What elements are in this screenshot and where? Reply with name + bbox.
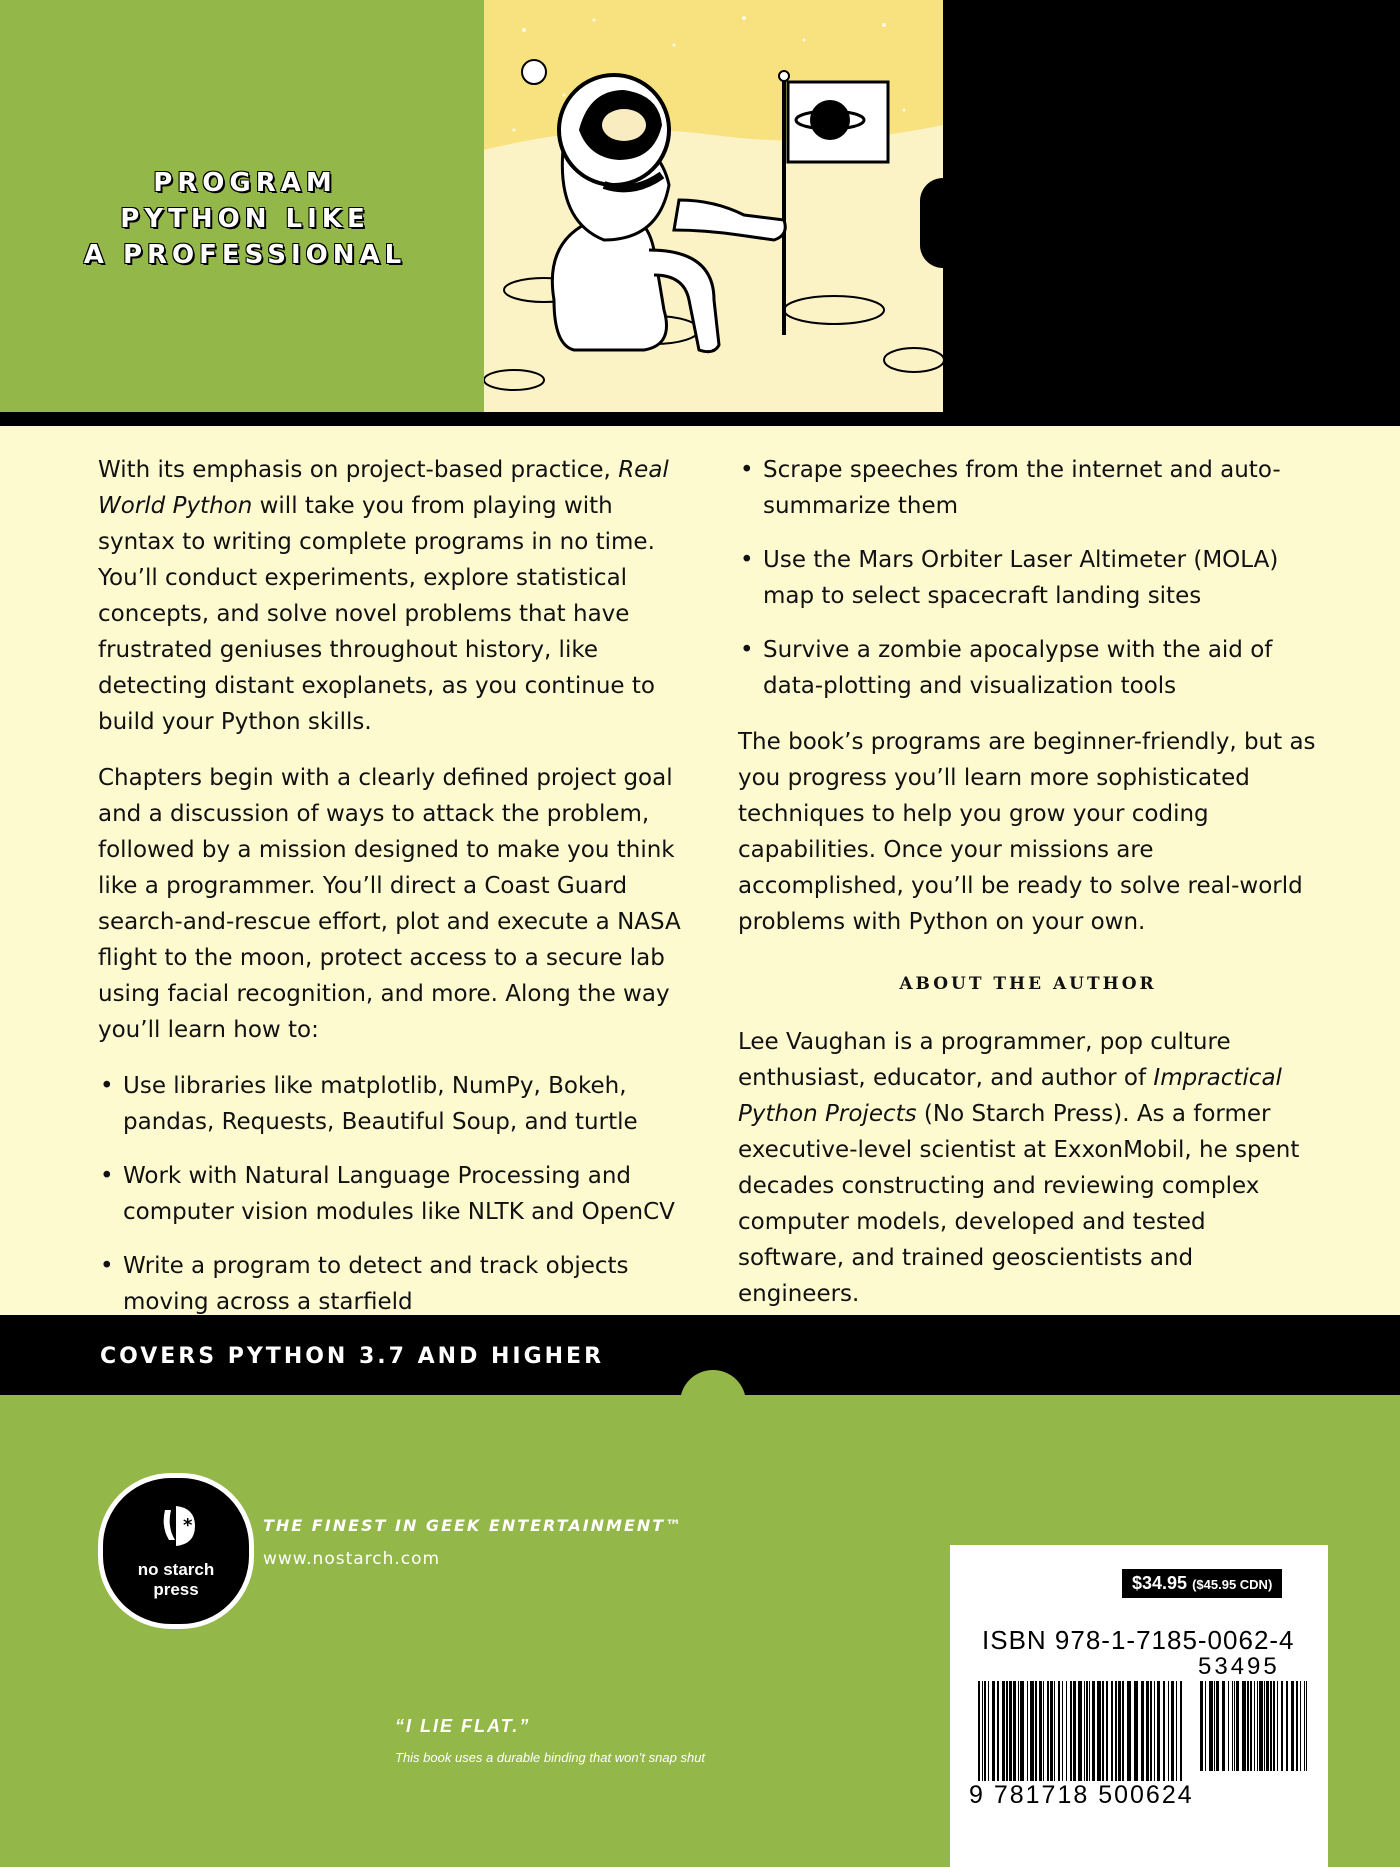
right-column bbox=[738, 452, 1318, 1332]
chapters-paragraph: Chapters begin with a clearly defined project goal and a discussion of ways to attack the problem, followed by a mission designed to make you think like a programmer. You’ll direct a Coast Guard search-and-rescue effort, plot and execute a NASA flight to the moon, protect access to a secure lab using facial recognition, and more. Along the way you’ll learn how to: bbox=[98, 765, 681, 1043]
lie-flat-subtitle: This book uses a durable binding that won’t snap shut bbox=[395, 1750, 706, 1765]
barcode-bar bbox=[1281, 1681, 1283, 1771]
barcode-bar bbox=[1176, 1681, 1177, 1793]
barcode-bar bbox=[1216, 1681, 1219, 1771]
barcode-bar bbox=[1070, 1681, 1072, 1793]
barcode-bar bbox=[1234, 1681, 1235, 1771]
barcode-bar bbox=[1020, 1681, 1024, 1793]
svg-text:*: * bbox=[183, 1515, 193, 1536]
barcode-bar bbox=[1092, 1681, 1095, 1793]
barcode-bar bbox=[1154, 1681, 1155, 1793]
list-item: • Scrape speeches from the internet and auto-summarize them bbox=[738, 452, 1318, 524]
barcode-bar bbox=[997, 1681, 999, 1793]
barcode-bar bbox=[1205, 1681, 1206, 1771]
barcode-bar bbox=[1115, 1681, 1117, 1793]
barcode-bar bbox=[984, 1681, 986, 1793]
barcode-bar bbox=[1141, 1681, 1144, 1793]
logo-line-1: no starch bbox=[137, 1560, 215, 1579]
barcode-bar bbox=[1111, 1681, 1113, 1793]
barcode-bar bbox=[1073, 1681, 1076, 1793]
barcode-box bbox=[950, 1545, 1328, 1867]
covers-python-version: COVERS PYTHON 3.7 AND HIGHER bbox=[100, 1344, 605, 1369]
barcode-bar bbox=[1222, 1681, 1225, 1771]
right-bullet-list bbox=[738, 452, 1318, 704]
barcode-bar bbox=[1273, 1681, 1275, 1771]
barcode-bar bbox=[1002, 1681, 1005, 1793]
tagline-line-1: PROGRAM bbox=[153, 168, 337, 198]
barcode-bar bbox=[988, 1681, 989, 1793]
about-author-paragraph bbox=[738, 1024, 1318, 1312]
barcode-bar bbox=[1039, 1681, 1042, 1793]
barcode-bar bbox=[1066, 1681, 1067, 1793]
lie-flat-title: “I LIE FLAT.” bbox=[395, 1716, 531, 1736]
barcode-bar bbox=[1122, 1681, 1124, 1793]
barcode-bar bbox=[1228, 1681, 1229, 1771]
barcode-bar bbox=[982, 1681, 983, 1793]
barcode-bar bbox=[1047, 1681, 1049, 1793]
barcode-bar bbox=[1009, 1681, 1012, 1793]
top-black-panel bbox=[943, 0, 1400, 412]
barcode-bar bbox=[1232, 1681, 1233, 1771]
barcode-bar bbox=[1146, 1681, 1149, 1793]
about-text-post: (No Starch Press). As a former executive-level scientist at ExxonMobil, he spent decades constructing and reviewing complex computer models, developed and tested software, and trained geoscientists and engineers. bbox=[738, 1101, 1300, 1307]
barcode-bar bbox=[1006, 1681, 1008, 1793]
isbn-text: ISBN 978-1-7185-0062-4 bbox=[982, 1625, 1295, 1655]
bar-notch bbox=[680, 1370, 746, 1436]
top-divider bbox=[0, 412, 1400, 426]
barcode-bar bbox=[1106, 1681, 1108, 1793]
barcode-bar bbox=[1257, 1681, 1258, 1771]
intro-text-post: will take you from playing with syntax to writing complete programs in no time. You’ll conduct experiments, explore statistical concepts, and solve novel problems that have frustrated geniuses throughout history, like detecting distant exoplanets, as you continue to build your Python skills. bbox=[98, 493, 655, 735]
left-bullet-list bbox=[98, 1068, 688, 1320]
earth-icon bbox=[522, 60, 546, 84]
barcode-bar bbox=[1097, 1681, 1101, 1793]
astronaut-snake-illustration bbox=[484, 0, 943, 412]
tagline-line-2: PYTHON LIKE bbox=[120, 204, 370, 234]
cover-tagline bbox=[80, 165, 410, 273]
barcode-bar bbox=[992, 1681, 995, 1793]
programs-paragraph: The book’s programs are beginner-friendly, but as you progress you’ll learn more sophisticated techniques to help you grow your coding capabilities. Once your missions are accomplished, you’ll be ready to solve real-world problems with Python on your own. bbox=[738, 729, 1316, 935]
description-panel bbox=[0, 426, 1400, 1315]
publisher-website[interactable]: www.nostarch.com bbox=[263, 1549, 441, 1569]
barcode-bar bbox=[1247, 1681, 1249, 1771]
barcode-bar bbox=[1209, 1681, 1213, 1771]
barcode-bar bbox=[1062, 1681, 1063, 1793]
barcode-bar bbox=[1043, 1681, 1044, 1793]
barcode-bar bbox=[1018, 1681, 1019, 1793]
publisher-slogan: THE FINEST IN GEEK ENTERTAINMENT™ bbox=[263, 1516, 684, 1535]
barcode-bar bbox=[1089, 1681, 1090, 1793]
barcode-bar bbox=[1277, 1681, 1278, 1771]
barcode-bar bbox=[1163, 1681, 1165, 1793]
barcode-bar bbox=[1264, 1681, 1265, 1771]
previous-book-title: Impractical Python Projects bbox=[738, 1065, 1282, 1127]
logo-line-2: press bbox=[153, 1580, 199, 1599]
price-code: 53495 bbox=[1198, 1653, 1280, 1680]
barcode-bar bbox=[978, 1681, 980, 1793]
barcode-bar bbox=[1084, 1681, 1085, 1793]
price-cdn: ($45.95 CDN) bbox=[1192, 1577, 1273, 1592]
barcode-bar bbox=[1171, 1681, 1174, 1793]
barcode-bar bbox=[1013, 1681, 1016, 1793]
barcode-bar bbox=[1050, 1681, 1053, 1793]
barcode-bar bbox=[1030, 1681, 1034, 1793]
barcode-bar bbox=[1266, 1681, 1269, 1771]
barcode-bar bbox=[1304, 1681, 1305, 1771]
barcode-bar bbox=[1054, 1681, 1055, 1793]
barcode-bar bbox=[1157, 1681, 1160, 1793]
barcode-bar bbox=[1027, 1681, 1028, 1793]
barcode-bar bbox=[1296, 1681, 1298, 1771]
price-usd: $34.95 bbox=[1132, 1573, 1188, 1593]
barcode-bar bbox=[1306, 1681, 1307, 1771]
barcode-bar bbox=[1102, 1681, 1104, 1793]
list-item: • Survive a zombie apocalypse with the aid of data-plotting and visualization tools bbox=[738, 632, 1318, 704]
barcode-bar bbox=[1086, 1681, 1088, 1793]
left-column bbox=[98, 452, 688, 1340]
barcode-bar bbox=[1200, 1681, 1203, 1771]
barcode-bar bbox=[1150, 1681, 1152, 1793]
intro-paragraph bbox=[98, 452, 688, 740]
intro-text-pre: With its emphasis on project-based practice, bbox=[98, 457, 619, 483]
barcode-bar bbox=[1300, 1681, 1301, 1771]
top-notch bbox=[920, 178, 966, 268]
barcode-bar bbox=[1270, 1681, 1272, 1771]
price-tag bbox=[1122, 1569, 1282, 1598]
no-starch-press-logo bbox=[98, 1473, 254, 1629]
list-item: • Use libraries like matplotlib, NumPy, Bokeh, pandas, Requests, Beautiful Soup, and turtle bbox=[98, 1068, 688, 1140]
barcode-bar bbox=[1127, 1681, 1131, 1793]
list-item: • Write a program to detect and track objects moving across a starfield bbox=[98, 1248, 688, 1320]
about-author-heading: ABOUT THE AUTHOR bbox=[899, 974, 1157, 994]
astronaut-illustration-svg bbox=[484, 0, 943, 412]
about-text-pre: Lee Vaughan is a programmer, pop culture enthusiast, educator, and author of bbox=[738, 1029, 1231, 1091]
barcode-bar bbox=[1254, 1681, 1255, 1771]
barcode-bar bbox=[1242, 1681, 1246, 1771]
list-item: • Use the Mars Orbiter Laser Altimeter (MOLA) map to select spacecraft landing sites bbox=[738, 542, 1318, 614]
barcode-icon bbox=[978, 1653, 1318, 1793]
barcode-bar bbox=[1180, 1681, 1182, 1793]
barcode-bar bbox=[1236, 1681, 1239, 1771]
barcode-bar bbox=[1259, 1681, 1263, 1771]
list-item: • Work with Natural Language Processing and computer vision modules like NLTK and OpenCV bbox=[98, 1158, 688, 1230]
barcode-bar bbox=[1286, 1681, 1288, 1771]
logo-text bbox=[103, 1560, 249, 1600]
logo-mark-icon bbox=[103, 1482, 249, 1562]
barcode-bar bbox=[1291, 1681, 1294, 1771]
barcode-bar bbox=[1168, 1681, 1169, 1793]
barcode-bar bbox=[1078, 1681, 1082, 1793]
barcode-bar bbox=[1118, 1681, 1121, 1793]
barcode-bar bbox=[1058, 1681, 1060, 1793]
barcode-bar bbox=[1134, 1681, 1138, 1793]
barcode-bar bbox=[1214, 1681, 1215, 1771]
ean-digits: 9 781718 500624 bbox=[966, 1781, 1197, 1810]
tagline-line-3: A PROFESSIONAL bbox=[83, 240, 407, 270]
book-title: Real World Python bbox=[98, 457, 669, 519]
barcode-bar bbox=[1035, 1681, 1037, 1793]
barcode-bar bbox=[1250, 1681, 1252, 1771]
